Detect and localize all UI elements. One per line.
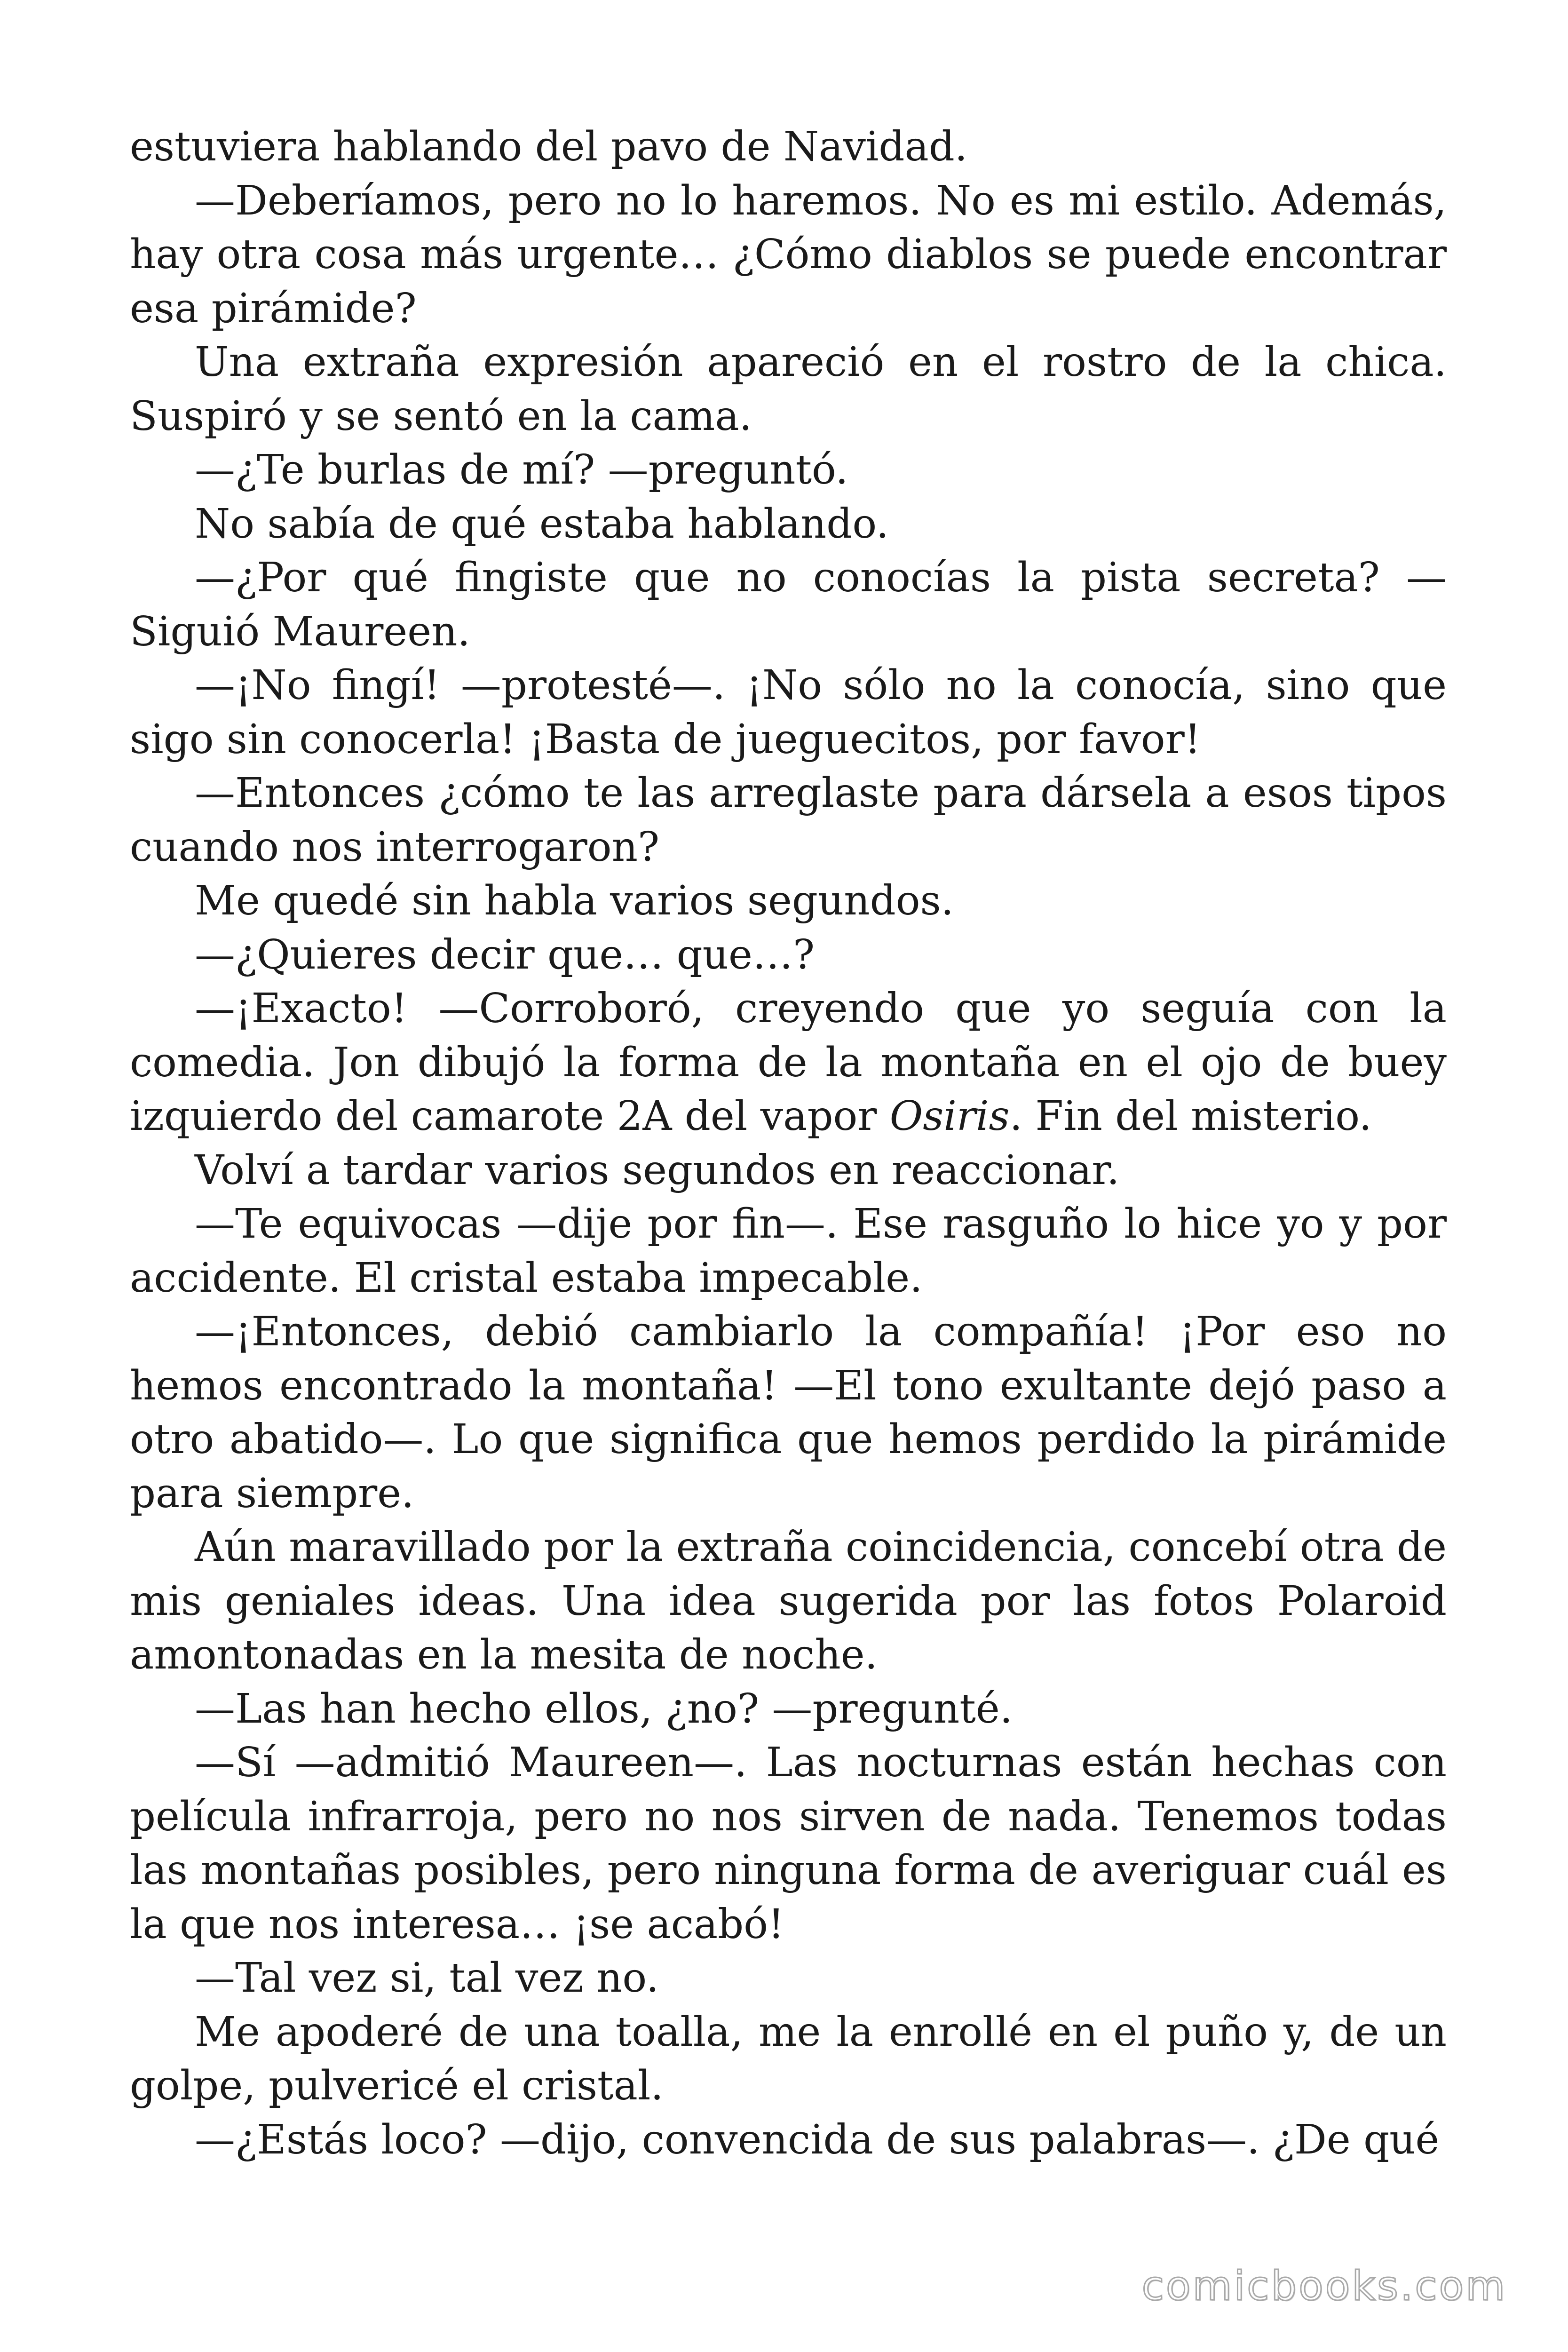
paragraph-1: estuviera hablando del pavo de Navidad.: [130, 123, 968, 170]
paragraph-12: Volví a tardar varios segundos en reaccionar.: [195, 1146, 1120, 1194]
paragraph-10: —¿Quieres decir que… que…?: [195, 931, 815, 978]
book-page-text: [130, 120, 1447, 2167]
paragraph-9: Me quedé sin habla varios segundos.: [195, 877, 954, 924]
paragraph-11-text: —¡Exacto! —Corroboró, creyendo que yo seguía con la comedia. Jon dibujó la forma de la montaña en el ojo de buey izquierdo del camarote 2A del vapor: [130, 985, 1447, 1140]
paragraph-4: —¿Te burlas de mí? —preguntó.: [195, 446, 848, 493]
paragraph-17: —Sí —admitió Maureen—. Las nocturnas están hechas con película infrarroja, pero no nos sirven de nada. Tenemos todas las montañas posibles, pero ninguna forma de averiguar cuál es la que nos interesa… ¡se acabó!: [130, 1739, 1447, 1948]
paragraph-15: Aún maravillado por la extraña coincidencia, concebí otra de mis geniales ideas. Una idea sugerida por las fotos Polaroid amontonadas en la mesita de noche.: [130, 1524, 1447, 1678]
paragraph-5: No sabía de qué estaba hablando.: [195, 500, 889, 548]
paragraph-6: —¿Por qué fingiste que no conocías la pista secreta? —Siguió Maureen.: [130, 554, 1447, 655]
watermark: comicbooks.com: [1141, 2263, 1507, 2310]
paragraph-19: Me apoderé de una toalla, me la enrollé en el puño y, de un golpe, pulvericé el cristal.: [130, 2008, 1447, 2109]
paragraph-11: [130, 982, 1447, 1144]
paragraph-2: —Deberíamos, pero no lo haremos. No es mi estilo. Además, hay otra cosa más urgente… ¿Cómo diablos se puede encontrar esa pirámide?: [130, 177, 1447, 332]
paragraph-14: —¡Entonces, debió cambiarlo la compañía! ¡Por eso no hemos encontrado la montaña! —El tono exultante dejó paso a otro abatido—. Lo que significa que hemos perdido la pirámide para siempre.: [130, 1308, 1447, 1517]
ship-name-italic: Osiris: [889, 1093, 1010, 1140]
paragraph-13: —Te equivocas —dije por fin—. Ese rasguño lo hice yo y por accidente. El cristal estaba impecable.: [130, 1200, 1447, 1302]
paragraph-11-text-end: . Fin del misterio.: [1009, 1093, 1372, 1140]
paragraph-3: Una extraña expresión apareció en el rostro de la chica. Suspiró y se sentó en la cama.: [130, 339, 1447, 440]
paragraph-8: —Entonces ¿cómo te las arreglaste para dársela a esos tipos cuando nos interrogaron?: [130, 770, 1447, 871]
paragraph-7: —¡No fingí! —protesté—. ¡No sólo no la conocía, sino que sigo sin conocerla! ¡Basta de jueguecitos, por favor!: [130, 662, 1447, 763]
paragraph-20: —¿Estás loco? —dijo, convencida de sus palabras—. ¿De qué: [195, 2116, 1440, 2163]
paragraph-18: —Tal vez si, tal vez no.: [195, 1955, 659, 2002]
paragraph-16: —Las han hecho ellos, ¿no? —pregunté.: [195, 1685, 1013, 1732]
